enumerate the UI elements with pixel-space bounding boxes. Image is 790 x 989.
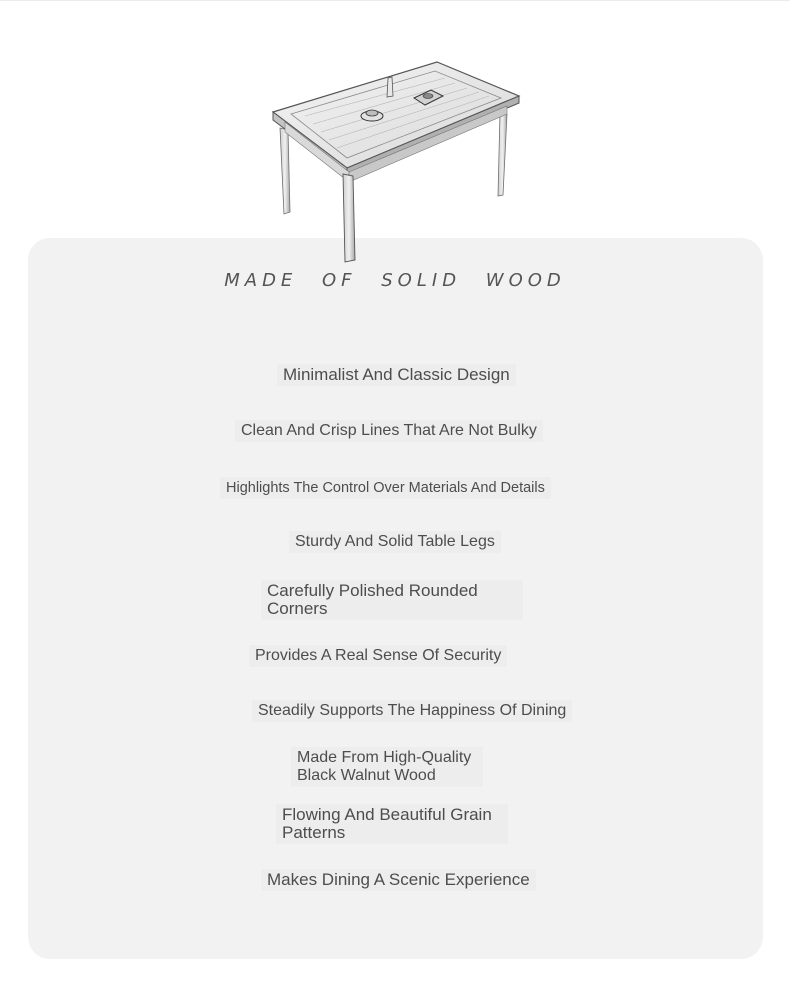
- feature-item: Steadily Supports The Happiness Of Dining: [252, 700, 572, 722]
- feature-item: Sturdy And Solid Table Legs: [289, 531, 501, 553]
- feature-item: Flowing And Beautiful Grain Patterns: [276, 804, 508, 844]
- feature-item: Provides A Real Sense Of Security: [249, 645, 507, 667]
- feature-item: Clean And Crisp Lines That Are Not Bulky: [235, 420, 543, 442]
- feature-item: Made From High-Quality Black Walnut Wood: [291, 747, 483, 787]
- feature-item: Carefully Polished Rounded Corners: [261, 580, 523, 620]
- top-divider: [0, 0, 790, 1]
- page-headline: MADE OF SOLID WOOD: [224, 270, 566, 291]
- feature-item: Highlights The Control Over Materials And Details: [220, 477, 551, 499]
- dining-table-illustration: [255, 50, 535, 270]
- feature-item: Minimalist And Classic Design: [277, 364, 516, 386]
- feature-item: Makes Dining A Scenic Experience: [261, 869, 536, 891]
